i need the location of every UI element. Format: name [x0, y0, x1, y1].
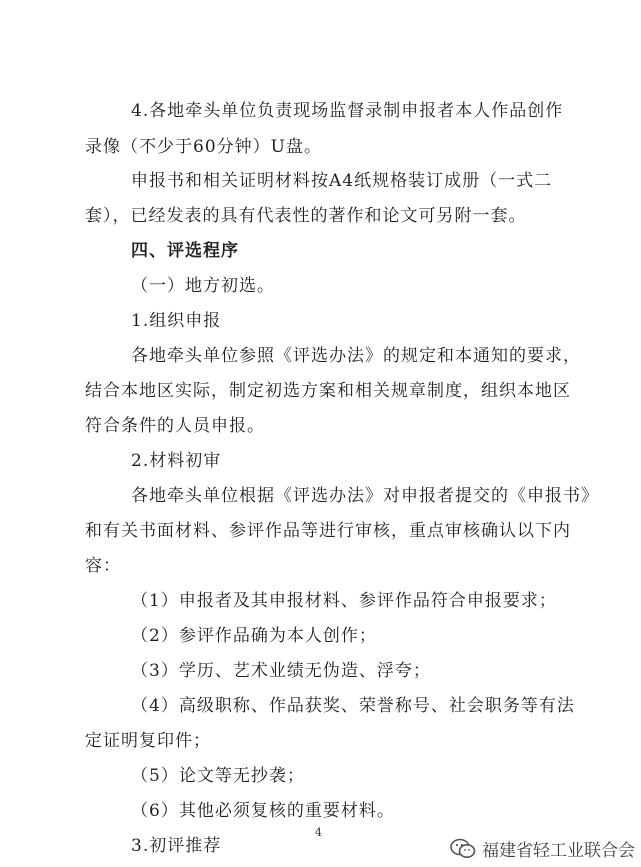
paragraph-line: 录像（不少于60分钟）U盘。 [85, 137, 322, 157]
item-heading: 1.组织申报 [131, 311, 222, 331]
wechat-watermark [450, 836, 635, 861]
list-item: （3）学历、艺术业绩无伪造、浮夸； [131, 661, 431, 681]
item-heading: 3.初评推荐 [131, 836, 222, 856]
list-item-continuation: 定证明复印件； [85, 731, 211, 751]
page-number: 4 [315, 826, 322, 839]
list-item: （6）其他必须复核的重要材料。 [131, 801, 395, 821]
paragraph-line: 各地牵头单位参照《评选办法》的规定和本通知的要求， [131, 346, 581, 366]
watermark-text: 福建省轻工业联合会 [482, 841, 635, 861]
paragraph-line: 和有关书面材料、参评作品等进行审核，重点审核确认以下内 [85, 521, 571, 541]
paragraph-line: 各地牵头单位根据《评选办法》对申报者提交的《申报书》 [131, 486, 599, 506]
list-item: （5）论文等无抄袭； [131, 766, 305, 786]
item-heading: 2.材料初审 [131, 451, 222, 471]
wechat-icon [450, 838, 476, 860]
paragraph-line: 容： [85, 556, 121, 576]
subsection-heading: （一）地方初选。 [131, 276, 275, 296]
list-item: （2）参评作品确为本人创作； [131, 626, 377, 646]
paragraph-line: 申报书和相关证明材料按A4纸规格装订成册（一式二 [131, 171, 553, 191]
paragraph-line: 4.各地牵头单位负责现场监督录制申报者本人作品创作 [131, 101, 564, 121]
paragraph-line: 套），已经发表的具有代表性的著作和论文可另附一套。 [85, 206, 527, 226]
paragraph-line: 符合条件的人员申报。 [85, 416, 265, 436]
paragraph-line: 结合本地区实际，制定初选方案和相关规章制度，组织本地区 [85, 381, 571, 401]
list-item: （4）高级职称、作品获奖、荣誉称号、社会职务等有法 [131, 696, 575, 716]
list-item: （1）申报者及其申报材料、参评作品符合申报要求； [131, 591, 557, 611]
section-heading: 四、评选程序 [131, 241, 239, 261]
